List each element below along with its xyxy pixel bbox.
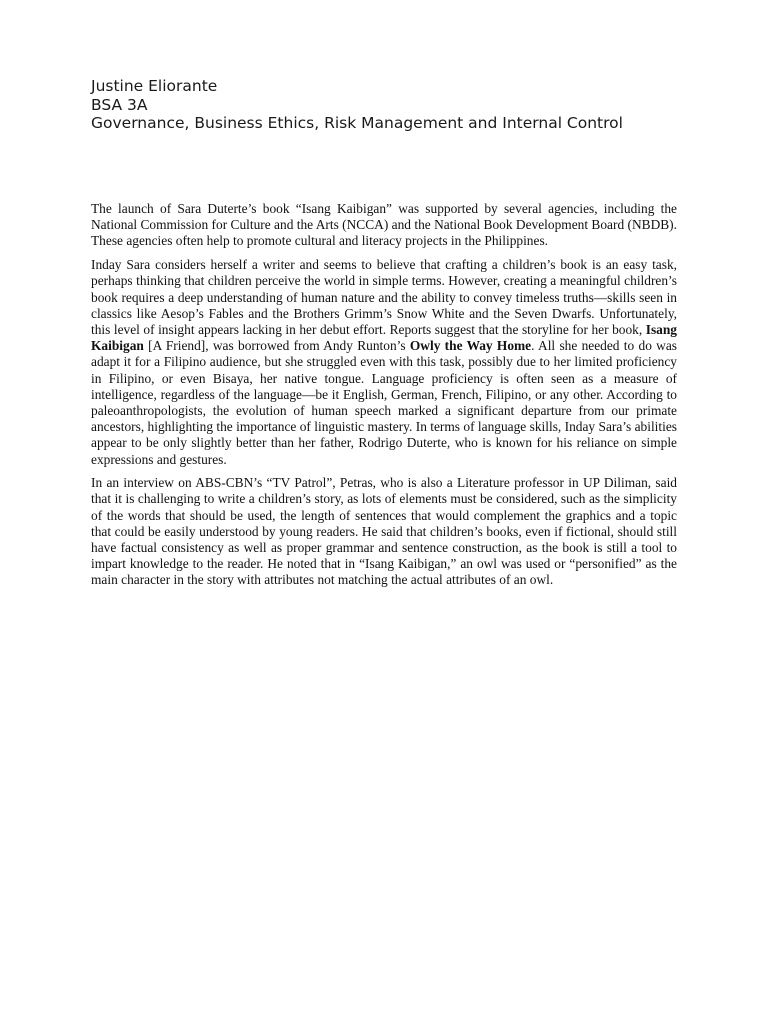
book-title-owly: Owly the Way Home <box>409 338 532 354</box>
class-section: BSA 3A <box>91 95 148 114</box>
book-title-isang-kaibigan: Isang Kaibigan <box>91 321 677 354</box>
paragraph-2-text-1: Inday Sara considers herself a writer and seems to believe that crafting a children’s book is an easy task, perhaps thinking that children perceive the world in simple terms. However, creating a meaningful children’s book requires a deep understanding of human nature and the ability to convey timeless truths—skills seen in classics like Aesop’s Fables and the Brothers Grimm’s Snow White and the Seven Dwarfs. Unfortunately, this level of insight appears lacking in her debut effort. Reports suggest that the storyline for her book, <box>91 257 677 337</box>
paragraph-2-text-2: [A Friend], was borrowed from Andy Runton’s <box>143 338 410 354</box>
document-header <box>91 77 677 133</box>
paragraph-2 <box>91 257 677 468</box>
document-body <box>91 201 677 596</box>
paragraph-1: The launch of Sara Duterte’s book “Isang Kaibigan” was supported by several agencies, including the National Commission for Culture and the Arts (NCCA) and the National Book Development Board (NBDB). These agencies often help to promote cultural and literacy projects in the Philippines. <box>91 201 677 249</box>
author-name: Justine Eliorante <box>91 77 218 95</box>
course-title: Governance, Business Ethics, Risk Management and Internal Control <box>91 114 623 132</box>
paragraph-3: In an interview on ABS-CBN’s “TV Patrol”, Petras, who is also a Literature professor in UP Diliman, said that it is challenging to write a children’s story, as lots of elements must be considered, such as the simplicity of the words that should be used, the length of sentences that would complement the graphics and a topic that could be easily understood by young readers. He said that children’s books, even if fictional, should still have factual consistency as well as proper grammar and sentence construction, as the book is still a tool to impart knowledge to the reader. He noted that in “Isang Kaibigan,” an owl was used or “personified” as the main character in the story with attributes not matching the actual attributes of an owl. <box>91 475 677 588</box>
paragraph-2-text-3: . All she needed to do was adapt it for a Filipino audience, but she struggled even with this task, possibly due to her limited proficiency in Filipino, or even Bisaya, her native tongue. Language proficiency is often seen as a measure of intelligence, regardless of the language—be it English, German, French, Filipino, or any other. According to paleoanthropologists, the evolution of human speech marked a significant departure from our primate ancestors, highlighting the importance of linguistic mastery. In terms of language skills, Inday Sara’s abilities appear to be only slightly better than her father, Rodrigo Duterte, who is known for his reliance on simple expressions and gestures. <box>91 338 678 467</box>
